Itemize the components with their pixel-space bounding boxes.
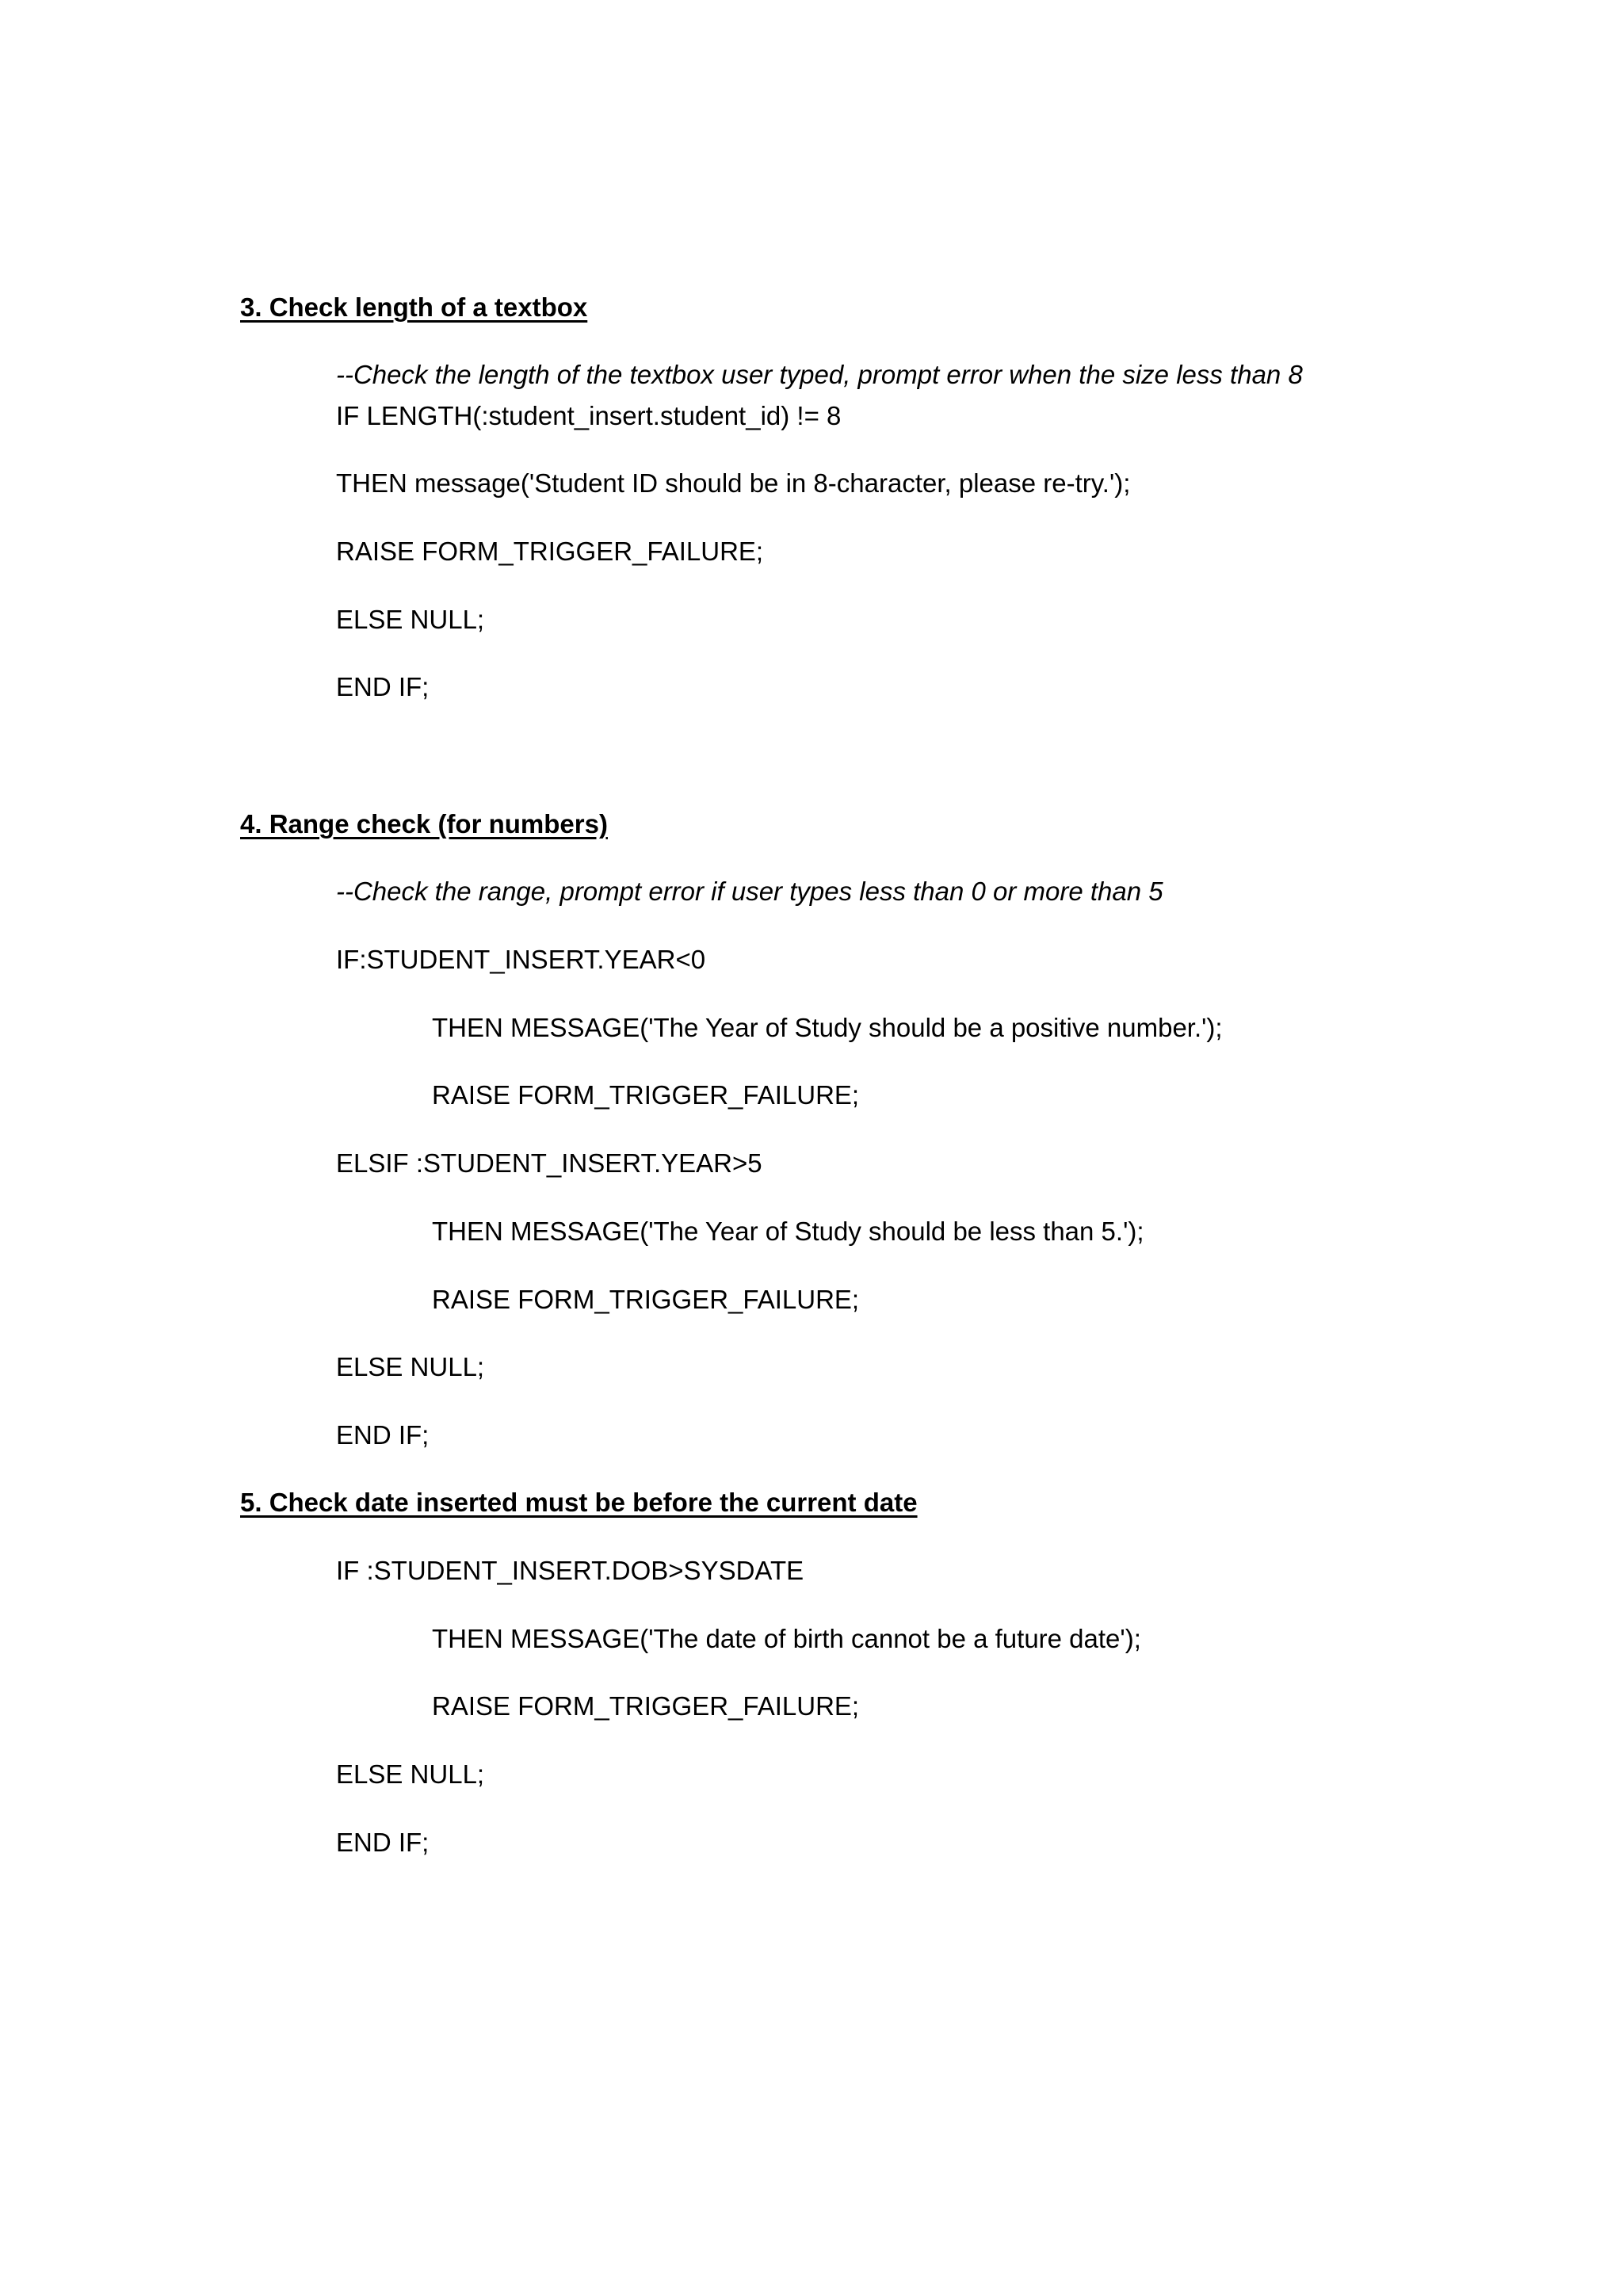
code-line: THEN MESSAGE('The Year of Study should be a positive number.'); <box>432 1013 1223 1042</box>
code-line: RAISE FORM_TRIGGER_FAILURE; <box>336 537 764 566</box>
code-comment: --Check the length of the textbox user typed, prompt error when the size less than 8 <box>336 360 1303 389</box>
code-line: THEN MESSAGE('The date of birth cannot be a future date'); <box>432 1624 1141 1653</box>
code-line: THEN MESSAGE('The Year of Study should be less than 5.'); <box>432 1217 1144 1246</box>
code-line: IF:STUDENT_INSERT.YEAR<0 <box>336 945 706 974</box>
code-line: RAISE FORM_TRIGGER_FAILURE; <box>432 1285 860 1314</box>
code-line: RAISE FORM_TRIGGER_FAILURE; <box>432 1080 860 1110</box>
code-line: END IF; <box>336 672 430 701</box>
section-heading: 5. Check date inserted must be before the current date <box>240 1488 918 1517</box>
code-line: THEN message('Student ID should be in 8-character, please re-try.'); <box>336 468 1131 498</box>
code-line: ELSE NULL; <box>336 1352 485 1381</box>
code-line: IF LENGTH(:student_insert.student_id) != 8 <box>336 401 842 430</box>
code-comment: --Check the range, prompt error if user types less than 0 or more than 5 <box>336 877 1163 906</box>
code-line: ELSE NULL; <box>336 1759 485 1789</box>
code-line: ELSIF :STUDENT_INSERT.YEAR>5 <box>336 1148 762 1178</box>
code-line: IF :STUDENT_INSERT.DOB>SYSDATE <box>336 1556 804 1585</box>
code-line: END IF; <box>336 1828 430 1857</box>
section-heading: 3. Check length of a textbox <box>240 292 588 322</box>
section-heading: 4. Range check (for numbers) <box>240 809 608 839</box>
code-line: END IF; <box>336 1420 430 1450</box>
code-line: ELSE NULL; <box>336 605 485 634</box>
code-line: RAISE FORM_TRIGGER_FAILURE; <box>432 1691 860 1721</box>
